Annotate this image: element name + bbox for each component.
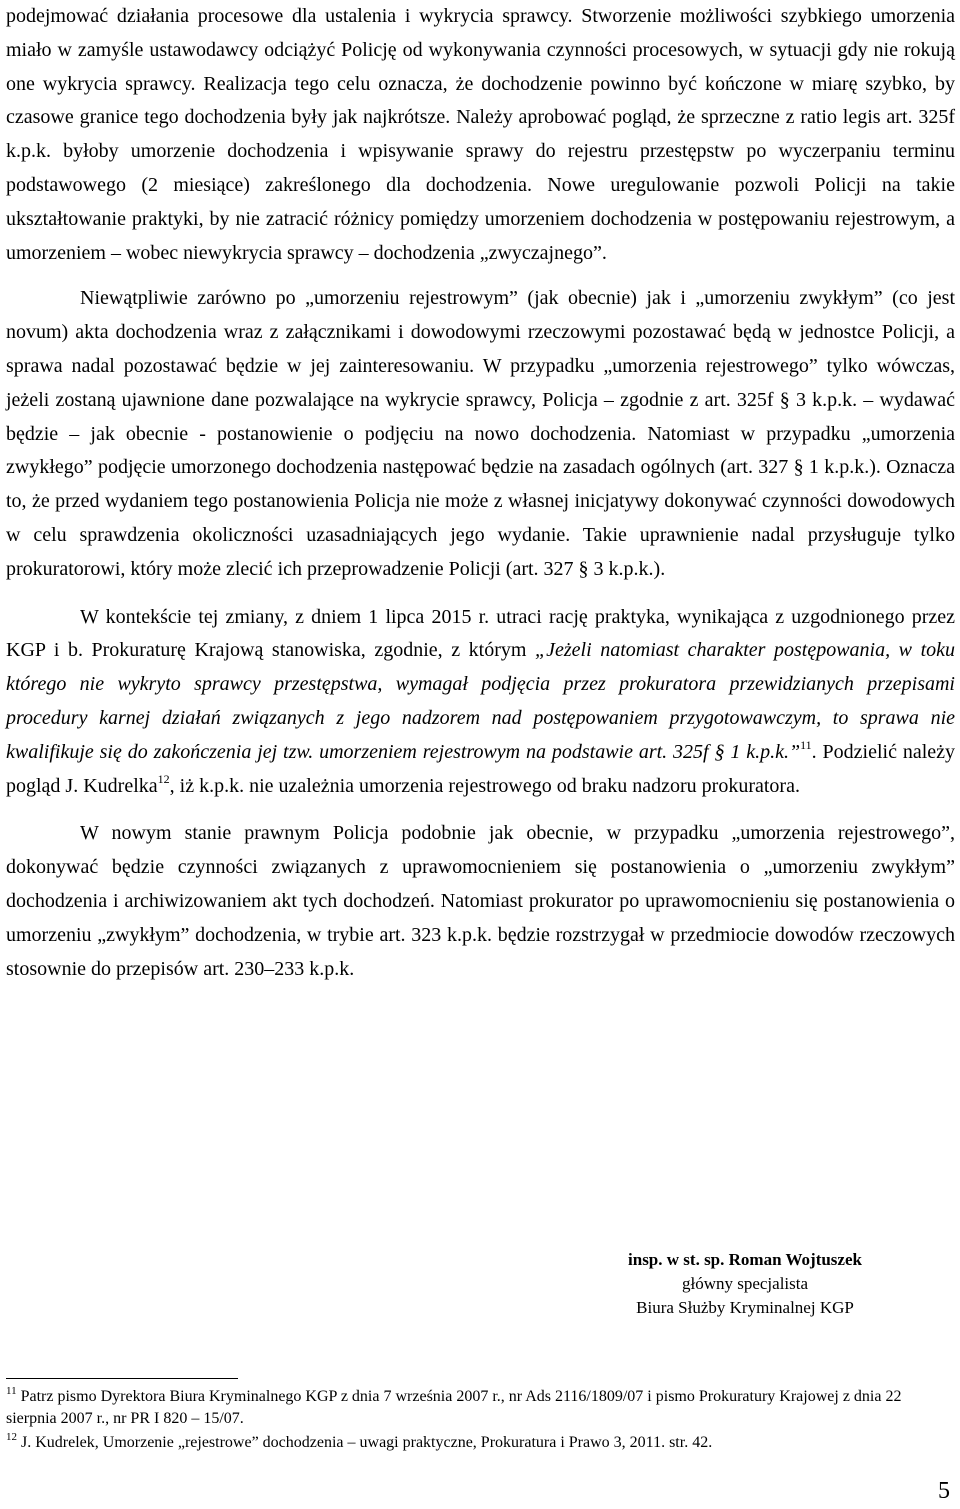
footnote-12 — [6, 1432, 955, 1454]
footnote-ref-12[interactable]: 12 — [157, 771, 170, 786]
paragraph-3 — [6, 601, 955, 804]
footnote-ref-11[interactable]: 11 — [800, 738, 812, 753]
footnote-11 — [6, 1386, 955, 1430]
footnote-number: 12 — [6, 1430, 17, 1443]
paragraph-1: podejmować działania procesowe dla ustalenia i wykrycia sprawcy. Stworzenie możliwości szybkiego umorzenia miało w zamyśle ustawodawcy odciążyć Policję od wykonywania czynności procesowych, w sytuacji gdy nie rokują one wykrycia sprawcy. Realizacja tego celu oznacza, że dochodzenie powinno być kończone w miarę szybko, by czasowe granice tego dochodzenia były jak najkrótsze. Należy aprobować pogląd, że sprzeczne z ratio legis art. 325f k.p.k. byłoby umorzenie dochodzenia i wpisywanie sprawy do rejestru przestępstw po wyczerpaniu terminu podstawowego (2 miesiące) zakreślonego dla dochodzenia. Nowe uregulowanie pozwoli Policji na takie ukształtowanie praktyki, by nie zatracić różnicy pomiędzy umorzeniem dochodzenia w postępowaniu rejestrowym, a umorzeniem – wobec niewykrycia sprawcy – dochodzenia „zwyczajnego”. — [6, 5, 955, 264]
signature-name: insp. w st. sp. Roman Wojtuszek — [628, 1250, 862, 1269]
footnote-text: Patrz pismo Dyrektora Biura Kryminalnego KGP z dnia 7 września 2007 r., nr Ads 2116/1809/07 i pismo Prokuratury Krajowej z dnia 22 sierpnia 2007 r., nr PR I 820 – 15/07. — [6, 1388, 902, 1427]
paragraph-3-tail: , iż k.p.k. nie uzależnia umorzenia rejestrowego od braku nadzoru prokuratora. — [169, 774, 800, 797]
footnote-text: J. Kudrelek, Umorzenie „rejestrowe” dochodzenia – uwagi praktyczne, Prokuratura i Prawo 3, 2011. str. 42. — [17, 1434, 713, 1451]
paragraph-2: Niewątpliwie zarówno po „umorzeniu rejestrowym” (jak obecnie) jak i „umorzeniu zwykłym” (co jest novum) akta dochodzenia wraz z załącznikami i dowodowymi rzeczowymi pozostawać będą w jednostce Policji, a sprawa nadal pozostawać będzie w jej zainteresowaniu. W przypadku „umorzenia rejestrowego” tylko wówczas, jeżeli zostaną ujawnione dane pozwalające na wykrycie sprawcy, Policja – zgodnie z art. 325f § 3 k.p.k. – wydawać będzie – jak obecnie - postanowienie o podjęciu na nowo dochodzenia. Natomiast w przypadku „umorzenia zwykłego” podjęcie umorzonego dochodzenia następować będzie na zasadach ogólnych (art. 327 § 1 k.p.k.). Oznacza to, że przed wydaniem tego postanowienia Policja nie może z własnej inicjatywy dokonywać czynności dowodowych w celu sprawdzenia okoliczności uzasadniających jego wydanie. Takie uprawnienie nadal przysługuje tylko prokuratorowi, który może zlecić ich przeprowadzenie Policji (art. 327 § 3 k.p.k.). — [6, 287, 955, 580]
page-number: 5 — [938, 1478, 950, 1504]
signature-unit: Biura Służby Kryminalnej KGP — [636, 1298, 854, 1317]
paragraph-3-lead: W kontekście tej zmiany, z dniem 1 lipca 2015 r. utraci rację praktyka, wynikająca z uzgodnionego przez KGP i b. Prokuraturę Krajową stanowiska, zgodnie, z którym — [6, 605, 955, 662]
signature-role: główny specjalista — [681, 1274, 809, 1293]
paragraph-4: W nowym stanie prawnym Policja podobnie jak obecnie, w przypadku „umorzenia rejestrowego”, dokonywać będzie czynności związanych z uprawomocnieniem się postanowienia o „umorzeniu zwykłym” dochodzenia i archiwizowaniem akt tych dochodzeń. Natomiast prokurator po uprawomocnieniu się postanowienia o umorzeniu „zwykłym” dochodzenia, w trybie art. 323 k.p.k. będzie rozstrzygał w przedmiocie dowodów rzeczowych stosownie do przepisów art. 230–233 k.p.k. — [6, 822, 955, 980]
footnotes — [6, 1386, 955, 1454]
paragraph-3-mid: . Podzielić należy pogląd J. Kudrelka — [6, 740, 955, 797]
document-page — [6, 0, 955, 986]
signature-block — [580, 1248, 910, 1320]
quoted-guideline: „Jeżeli natomiast charakter postępowania, w toku którego nie wykryto sprawcy przestępstwa, wymagał podjęcia przez prokuratora przewidzianych przepisami procedury karnej działań związanych z jego nadzorem nad postępowaniem przygotowawczym, to sprawa nie kwalifikuje się do zakończenia jej tzw. umorzeniem rejestrowym na podstawie art. 325f § 1 k.p.k.” — [6, 639, 955, 763]
footnote-separator — [6, 1378, 238, 1379]
footnote-number: 11 — [6, 1384, 17, 1397]
